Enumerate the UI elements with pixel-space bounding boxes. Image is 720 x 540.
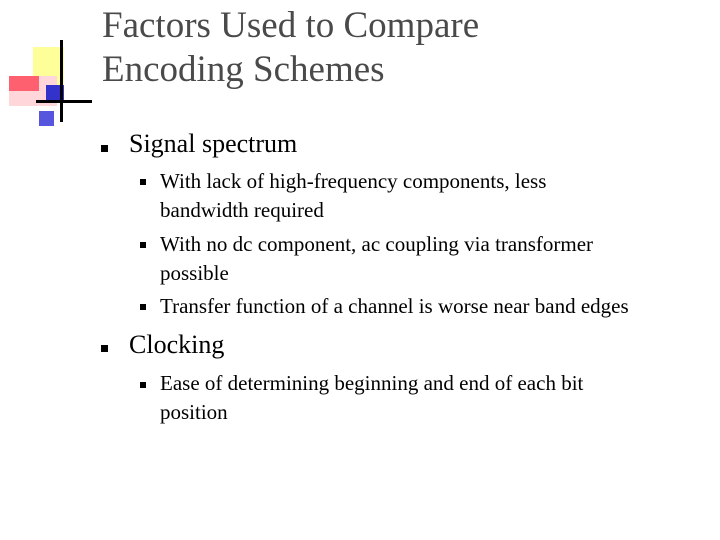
square-bullet-icon bbox=[140, 304, 146, 310]
square-bullet-icon bbox=[140, 382, 146, 388]
slide-title-line-2: Encoding Schemes bbox=[102, 49, 385, 90]
slide-title-line-1: Factors Used to Compare bbox=[102, 5, 480, 46]
square-bullet-icon bbox=[101, 345, 108, 352]
square-bullet-icon bbox=[140, 179, 146, 185]
square-bullet-icon bbox=[101, 145, 108, 152]
sub-bullet-line-2: possible bbox=[160, 261, 229, 285]
square-bullet-icon bbox=[140, 242, 146, 248]
bullet-text: Clocking bbox=[129, 330, 225, 359]
sub-bullet-line-2: position bbox=[160, 400, 228, 424]
sub-bullet-line-1: Transfer function of a channel is worse near band edges bbox=[160, 294, 629, 318]
sub-bullet-line-2: bandwidth required bbox=[160, 198, 324, 222]
bullet-text: Signal spectrum bbox=[129, 129, 298, 158]
sub-bullet-line-1: Ease of determining beginning and end of each bit bbox=[160, 371, 584, 395]
sub-bullet-line-1: With lack of high-frequency components, less bbox=[160, 169, 547, 193]
sub-bullet-line-1: With no dc component, ac coupling via transformer bbox=[160, 232, 594, 256]
